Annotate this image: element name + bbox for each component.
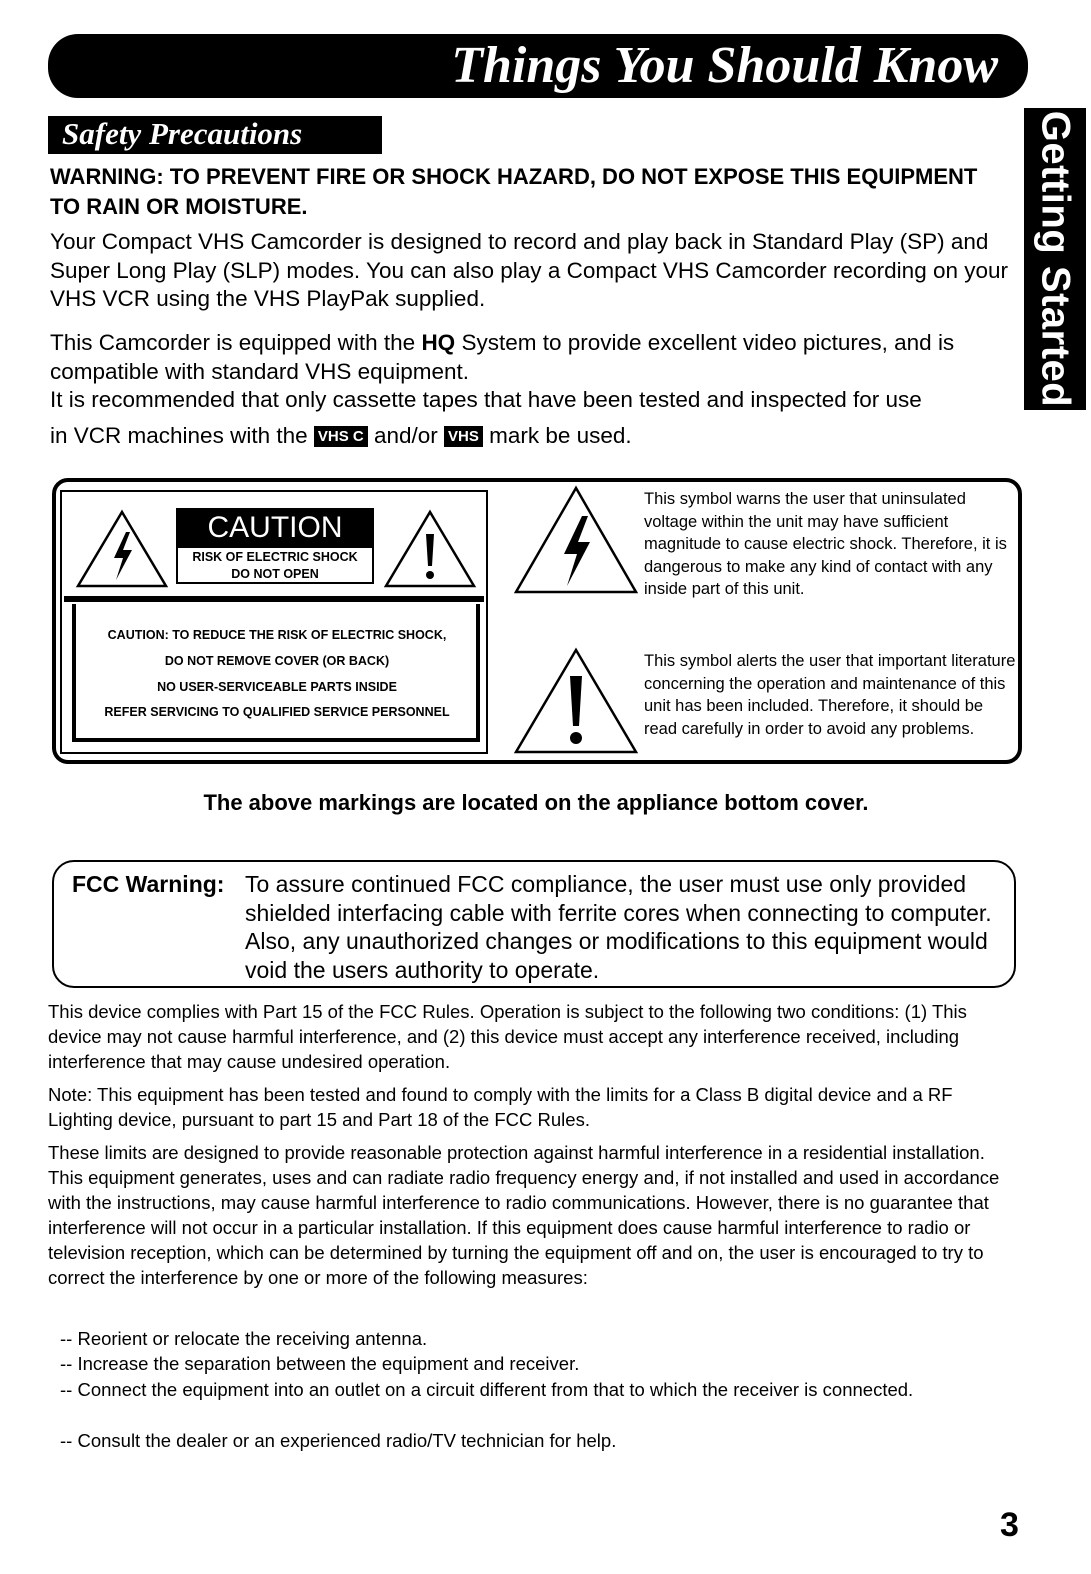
caution-divider	[64, 596, 484, 602]
list-item: -- Connect the equipment into an outlet on a circuit different from that to which the receiver is connected.	[60, 1379, 914, 1400]
lightning-symbol-icon	[512, 484, 640, 596]
caution-line: CAUTION: TO REDUCE THE RISK OF ELECTRIC SHOCK,	[107, 628, 447, 642]
hq-paragraph	[50, 329, 1010, 386]
section-header	[48, 116, 382, 154]
tape-paragraph: It is recommended that only cassette tapes that have been tested and inspected for use	[50, 387, 922, 412]
vhs-mark-logo: VHS	[444, 426, 483, 447]
hq-text-after: System to provide excellent video pictures, and is compatible with standard VHS equipment.	[50, 330, 955, 384]
caution-line: DO NOT REMOVE COVER (OR BACK)	[164, 654, 390, 668]
page-number: 3	[1000, 1506, 1019, 1544]
intro-paragraph: Your Compact VHS Camcorder is designed to record and play back in Standard Play (SP) and Super Long Play (SLP) modes. You can also play a Compact VHS Camcorder recording on your VHS VCR using the VHS PlayPak supplied.	[50, 229, 1009, 311]
page-title: Things You Should Know	[451, 37, 998, 94]
do-not-open-label: DO NOT OPEN	[231, 567, 319, 581]
fcc-limits-paragraph: These limits are designed to provide reasonable protection against harmful interference in a residential installation. This equipment generates, uses and can radiate radio frequency energy and, if not installed and used in accordance with the instructions, may cause harmful interference to radio communications. However, there is no guarantee that interference will not occur in a particular installation. If this equipment does cause harmful interference to radio or television reception, which can be determined by turning the equipment off and on, the user is encouraged to try to correct the interference by one or more of the following measures:	[48, 1142, 1000, 1288]
section-header-label: Safety Precautions	[62, 116, 303, 151]
vhs-c-mark-logo: VHS C	[314, 426, 368, 447]
risk-label: RISK OF ELECTRIC SHOCK	[192, 550, 358, 564]
markings-note: The above markings are located on the appliance bottom cover.	[203, 790, 869, 815]
caution-line: REFER SERVICING TO QUALIFIED SERVICE PERSONNEL	[104, 705, 450, 719]
list-item: -- Reorient or relocate the receiving antenna.	[60, 1328, 428, 1349]
lightning-warning-icon	[74, 508, 170, 590]
caution-label: CAUTION	[176, 508, 374, 548]
list-item: -- Consult the dealer or an experienced radio/TV technician for help.	[60, 1430, 617, 1451]
caution-line: NO USER-SERVICEABLE PARTS INSIDE	[157, 680, 397, 694]
tape-text-mid: and/or	[367, 423, 445, 448]
tape-paragraph-line2	[50, 422, 1010, 451]
list-item: -- Increase the separation between the equipment and receiver.	[60, 1353, 580, 1374]
exclamation-symbol-description: This symbol alerts the user that important literature concerning the operation and maintenance of this unit has been included. Therefore, it should be read carefully in order to avoid any problems.	[644, 652, 1016, 738]
exclamation-symbol-icon	[512, 646, 640, 756]
tape-text-after: mark be used.	[482, 423, 632, 448]
side-tab-label: Getting Started	[1033, 110, 1078, 408]
tape-text-before: in VCR machines with the	[50, 423, 314, 448]
fcc-compliance-paragraph: This device complies with Part 15 of the FCC Rules. Operation is subject to the following two conditions: (1) This device may not cause harmful interference, and (2) this device must accept any interference received, including interference that may cause undesired operation.	[48, 1001, 967, 1072]
warning-text: WARNING: TO PREVENT FIRE OR SHOCK HAZARD, DO NOT EXPOSE THIS EQUIPMENT TO RAIN OR MOISTURE.	[50, 164, 978, 219]
lightning-symbol-description: This symbol warns the user that uninsulated voltage within the unit may have sufficient magnitude to cause electric shock. Therefore, it is dangerous to make any kind of contact with any inside part of this unit.	[644, 490, 1007, 598]
fcc-warning-text: To assure continued FCC compliance, the user must use only provided shielded interfacing cable with ferrite cores when connecting to computer. Also, any unauthorized changes or modifications to this equipment would void the users authority to operate.	[245, 871, 992, 983]
fcc-warning-label: FCC Warning:	[72, 871, 225, 897]
title-banner	[48, 34, 1028, 98]
hq-text-before: This Camcorder is equipped with the	[50, 330, 422, 355]
hq-text-bold: HQ	[421, 330, 456, 355]
exclamation-warning-icon	[382, 508, 478, 590]
side-tab	[1024, 108, 1086, 410]
fcc-note-paragraph: Note: This equipment has been tested and found to comply with the limits for a Class B digital device and a RF Lighting device, pursuant to part 15 and Part 18 of the FCC Rules.	[48, 1084, 953, 1130]
